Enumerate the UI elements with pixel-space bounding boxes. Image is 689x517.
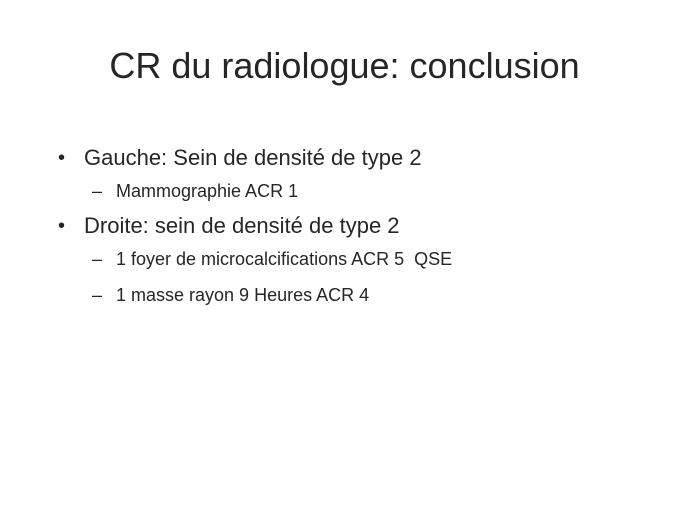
bullet-text: Droite: sein de densité de type 2	[84, 213, 400, 238]
sub-item-masse	[58, 277, 658, 313]
sub-item-text: 1 foyer de microcalcifications ACR 5 QSE	[116, 249, 453, 269]
dash-icon: –	[92, 181, 103, 201]
bullet-text: Gauche: Sein de densité de type 2	[84, 145, 422, 170]
bullet-item-gauche	[58, 143, 658, 173]
sub-item-text: Mammographie ACR 1	[116, 181, 299, 201]
dash-icon: –	[92, 249, 103, 269]
dash-icon: –	[92, 285, 103, 305]
bullet-list	[58, 143, 658, 313]
sub-item-text: 1 masse rayon 9 Heures ACR 4	[116, 285, 370, 305]
slide-title: CR du radiologue: conclusion	[109, 45, 580, 86]
sub-item-mammographie	[58, 173, 658, 209]
sub-item-microcalcifications	[58, 241, 658, 277]
bullet-icon: •	[58, 147, 66, 169]
bullet-icon: •	[58, 215, 66, 237]
bullet-item-droite	[58, 211, 658, 241]
